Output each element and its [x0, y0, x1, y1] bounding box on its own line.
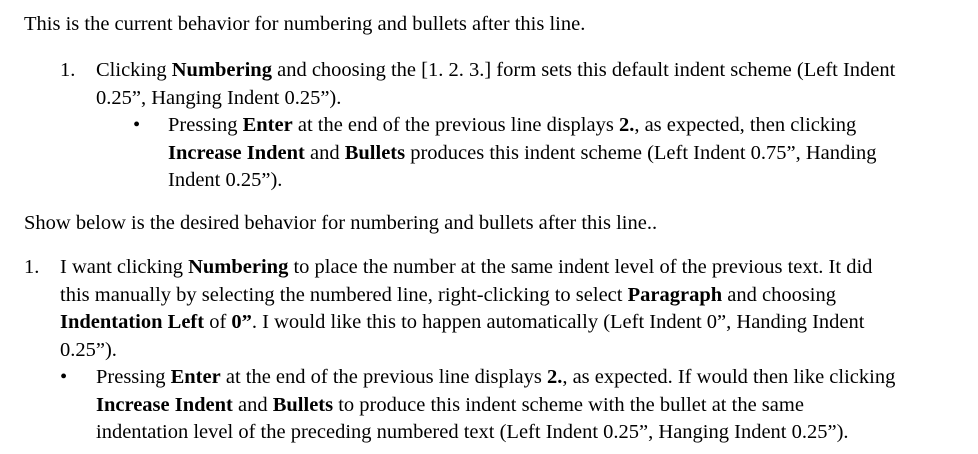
text-run: , as expected. If would then like clicking — [562, 366, 896, 388]
bold-run: Bullets — [344, 141, 406, 164]
text-line — [96, 419, 895, 447]
text-run: and choosing the [1. 2. 3.] form sets this default indent scheme (Left Indent — [271, 59, 896, 81]
section2-bullet-item — [96, 364, 895, 447]
text-run: Clicking — [96, 59, 172, 81]
bold-run: Enter — [170, 366, 221, 388]
text-line — [96, 364, 895, 392]
section1-bullet-marker: • — [133, 114, 141, 136]
text-run: Pressing — [96, 366, 171, 388]
text-line — [168, 167, 876, 195]
text-run: to produce this indent scheme with the bullet at the same — [333, 393, 804, 416]
text-run: and choosing — [722, 283, 836, 306]
bold-run: Numbering — [188, 256, 289, 278]
text-line — [60, 254, 872, 282]
text-run: to place the number at the same indent level of the previous text. It did — [288, 256, 873, 278]
section1-intro: This is the current behavior for numbering and bullets after this line. — [24, 13, 586, 35]
bold-run: Paragraph — [627, 283, 723, 306]
text-line — [168, 112, 876, 140]
text-run: and — [232, 393, 273, 416]
bold-run: Bullets — [272, 393, 334, 416]
text-run: 0.25”, Hanging Indent 0.25”). — [96, 86, 342, 109]
bold-run: Increase Indent — [168, 141, 305, 164]
bold-run: Increase Indent — [96, 393, 233, 416]
section1-numbered-item — [96, 57, 895, 112]
text-run: . I would like this to happen automatically (Left Indent 0”, Handing Indent — [251, 311, 865, 333]
bold-run: Numbering — [171, 59, 272, 81]
text-line — [60, 282, 872, 310]
text-line — [96, 85, 895, 113]
bold-run: 2. — [618, 114, 635, 136]
text-run: 0.25”). — [60, 338, 117, 361]
bold-run: 2. — [546, 366, 563, 388]
bold-run: Enter — [242, 114, 293, 136]
text-line — [96, 57, 895, 85]
text-run: at the end of the previous line displays — [220, 366, 547, 388]
section2-number-marker: 1. — [24, 256, 40, 278]
text-run: produces this indent scheme (Left Indent 0.75”, Handing — [405, 141, 877, 164]
text-run: this manually by selecting the numbered line, right-clicking to select — [60, 283, 628, 306]
text-run: I want clicking — [60, 256, 189, 278]
section2-numbered-item — [60, 254, 872, 364]
text-line — [96, 392, 895, 420]
section2-intro: Show below is the desired behavior for numbering and bullets after this line.. — [24, 212, 658, 234]
text-line — [60, 337, 872, 365]
bold-run: 0” — [231, 311, 252, 333]
text-run: indentation level of the preceding numbered text (Left Indent 0.25”, Hanging Indent 0.25”). — [96, 421, 849, 443]
text-run: Indent 0.25”). — [168, 169, 283, 191]
section1-number-marker: 1. — [60, 59, 76, 81]
section1-bullet-item — [168, 112, 876, 195]
text-run: and — [304, 141, 345, 164]
text-run: , as expected, then clicking — [634, 114, 857, 136]
text-run: of — [204, 311, 232, 333]
bold-run: Indentation Left — [60, 311, 205, 333]
text-line — [168, 140, 876, 168]
text-run: at the end of the previous line displays — [292, 114, 619, 136]
section2-bullet-marker: • — [60, 366, 68, 388]
text-run: Pressing — [168, 114, 243, 136]
text-line — [60, 309, 872, 337]
